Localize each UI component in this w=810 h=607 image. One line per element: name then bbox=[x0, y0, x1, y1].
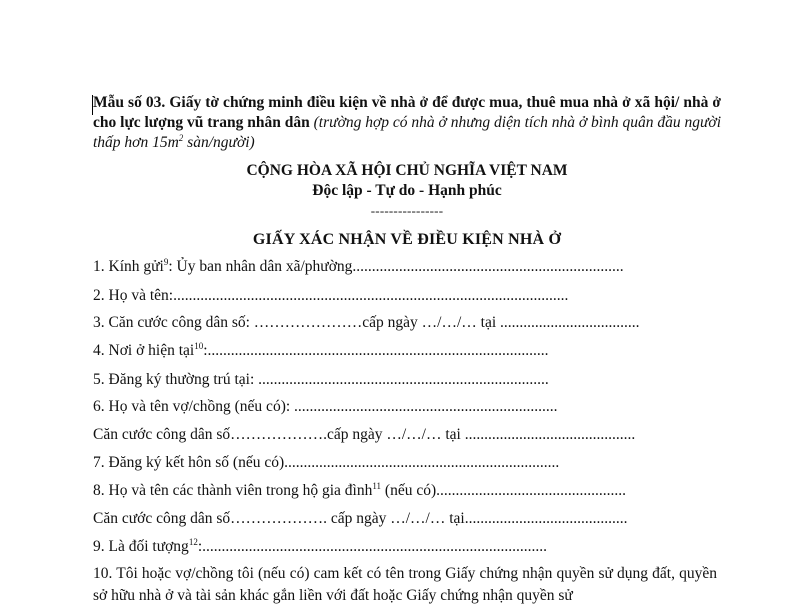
field-recipient bbox=[93, 257, 624, 277]
footnote-ref-10: 10 bbox=[194, 340, 204, 351]
field-current-residence-value: :........................................................................................ bbox=[203, 342, 549, 359]
field-beneficiary-type-value: :......................................................................................... bbox=[197, 538, 547, 555]
field-current-residence-label: 4. Nơi ở hiện tại bbox=[93, 342, 195, 359]
field-marriage-registration: 7. Đăng ký kết hôn số (nếu có)....................................................................... bbox=[93, 454, 560, 471]
field-spouse-citizen-id: Căn cước công dân số……………….cấp ngày …/…/… tại ............................................ bbox=[93, 426, 636, 443]
national-motto: Độc lập - Tự do - Hạnh phúc bbox=[312, 182, 502, 199]
field-beneficiary-type-label: 9. Là đối tượng bbox=[93, 538, 189, 555]
field-citizen-id: 3. Căn cước công dân số: …………………cấp ngày …/…/… tại .................................... bbox=[93, 314, 640, 331]
document-title: GIẤY XÁC NHẬN VỀ ĐIỀU KIỆN NHÀ Ở bbox=[252, 231, 562, 248]
form-heading-superscript: 2 bbox=[178, 132, 184, 143]
field-full-name: 2. Họ và tên:...................................................................................................... bbox=[93, 287, 569, 304]
field-recipient-value: : Ủy ban nhân dân xã/phường...................................................................... bbox=[168, 258, 624, 275]
field-member-citizen-id: Căn cước công dân số………………. cấp ngày …/…/… tại.......................................... bbox=[93, 510, 628, 527]
form-heading bbox=[93, 93, 721, 153]
field-household-members bbox=[93, 481, 626, 501]
field-household-members-value: (nếu có)................................................. bbox=[381, 482, 626, 499]
field-beneficiary-type bbox=[93, 537, 547, 557]
field-current-residence bbox=[93, 341, 549, 361]
footnote-ref-9: 9 bbox=[163, 256, 169, 267]
footnote-ref-11: 11 bbox=[372, 480, 382, 491]
commitment-paragraph: 10. Tôi hoặc vợ/chồng tôi (nếu có) cam kết có tên trong Giấy chứng nhận quyền sử dụng đất, quyền sở hữu nhà ở và tài sản khác gắn liền với đất hoặc Giấy chứng nhận quyền sử bbox=[93, 565, 717, 604]
footnote-ref-12: 12 bbox=[188, 536, 198, 547]
form-heading-italic-part2: sàn/người) bbox=[183, 134, 255, 151]
field-spouse-name: 6. Họ và tên vợ/chồng (nếu có): .................................................................... bbox=[93, 398, 558, 415]
field-permanent-residence: 5. Đăng ký thường trú tại: ........................................................................... bbox=[93, 371, 549, 388]
national-title: CỘNG HÒA XÃ HỘI CHỦ NGHĨA VIỆT NAM bbox=[246, 162, 568, 179]
field-recipient-label: 1. Kính gửi bbox=[93, 258, 164, 275]
form-heading-bold: Mẫu số 03. Giấy tờ chứng minh điều kiện về nhà ở để được mua, thuê mua nhà ở xã hội/ nhà ở cho lực lượng vũ trang nhân dân bbox=[93, 94, 721, 131]
form-heading-italic-part1: (trường hợp có nhà ở nhưng diện tích nhà ở bình quân đầu người thấp hơn 15m bbox=[93, 114, 721, 151]
motto-divider: ---------------- bbox=[370, 203, 444, 218]
field-household-members-label: 8. Họ và tên các thành viên trong hộ gia đình bbox=[93, 482, 373, 499]
